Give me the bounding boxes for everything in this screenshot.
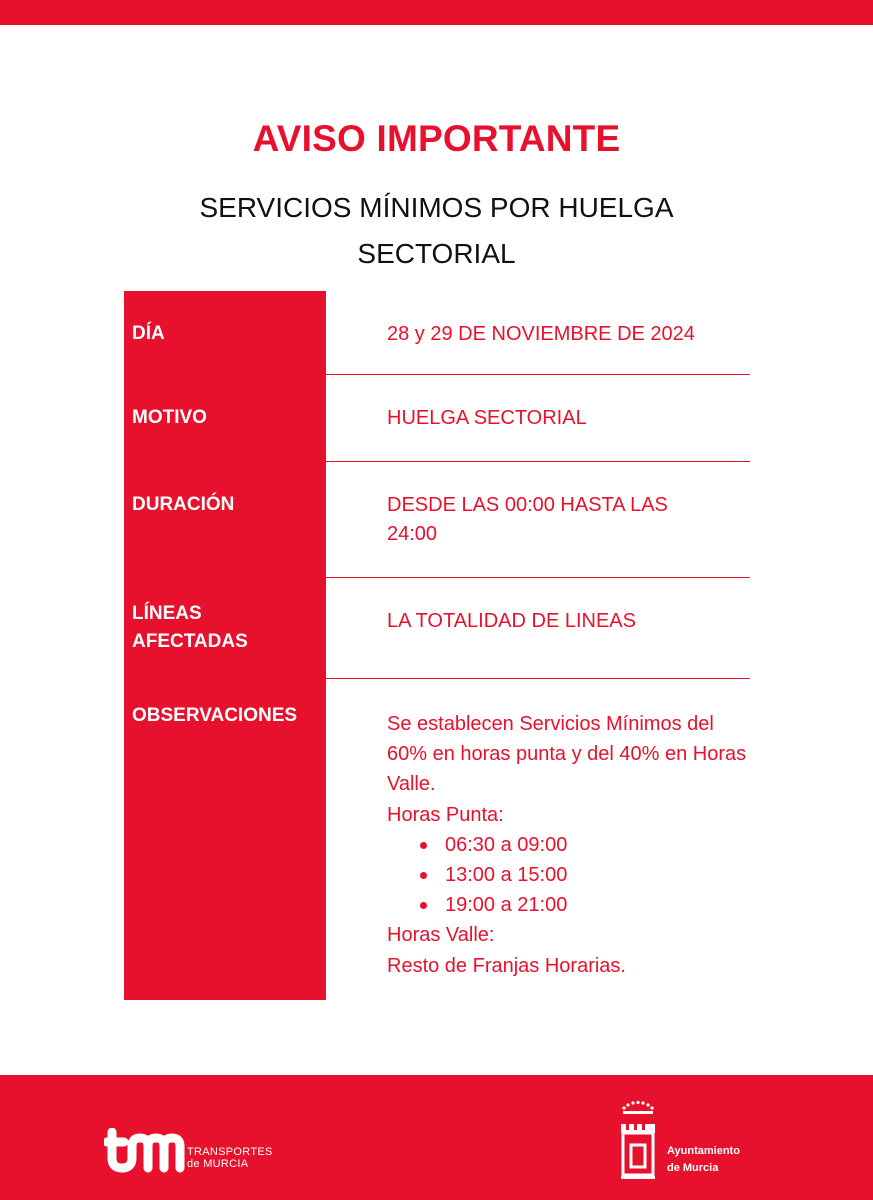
list-item: [387, 830, 747, 860]
ayto-line-1: Ayuntamiento: [667, 1145, 740, 1157]
peak-hours-heading: Horas Punta:: [387, 803, 504, 826]
row-divider: [326, 577, 750, 578]
page-subtitle: [0, 185, 873, 277]
row-divider: [326, 461, 750, 462]
city-hall-crest-icon: [618, 1100, 658, 1182]
tm-logo-text: [187, 1146, 273, 1170]
row-divider: [326, 678, 750, 679]
list-item: [387, 860, 747, 890]
valley-hours-text: Resto de Franjas Horarias.: [387, 954, 626, 977]
peak-hours-list: [387, 830, 747, 921]
peak-time: 13:00 a 15:00: [445, 864, 568, 887]
row-value-duracion: DESDE LAS 00:00 HASTA LAS 24:00: [387, 494, 668, 545]
list-item: [387, 890, 747, 920]
city-hall-logo-text: [667, 1143, 740, 1177]
top-accent-bar: [0, 0, 873, 25]
bullet-icon: [420, 842, 427, 849]
peak-time: 19:00 a 21:00: [445, 894, 568, 917]
subtitle-line-2: SECTORIAL: [357, 238, 516, 269]
page-title: AVISO IMPORTANTE: [252, 118, 621, 159]
tm-logo-icon: [104, 1128, 186, 1174]
observations-block: [387, 709, 747, 981]
ayto-line-2: de Murcia: [667, 1162, 719, 1174]
peak-time: 06:30 a 09:00: [445, 833, 568, 856]
subtitle-line-1: SERVICIOS MÍNIMOS POR HUELGA: [199, 192, 674, 223]
row-label-duracion: DURACIÓN: [132, 494, 235, 515]
row-value-motivo: HUELGA SECTORIAL: [387, 407, 587, 429]
row-divider: [326, 374, 750, 375]
row-value-dia: 28 y 29 DE NOVIEMBRE DE 2024: [387, 323, 695, 345]
row-value-lineas: LA TOTALIDAD DE LINEAS: [387, 610, 636, 632]
tm-line-1: TRANSPORTES: [187, 1146, 273, 1158]
observations-intro: Se establecen Servicios Mínimos del 60% en horas punta y del 40% en Horas Valle.: [387, 713, 747, 796]
row-label-observaciones: OBSERVACIONES: [132, 705, 298, 726]
tm-line-2: de MURCIA: [187, 1158, 249, 1170]
row-label-motivo: MOTIVO: [132, 407, 207, 428]
row-label-lineas: LÍNEAS AFECTADAS: [132, 603, 248, 652]
bullet-icon: [420, 902, 427, 909]
bullet-icon: [420, 872, 427, 879]
valley-hours-heading: Horas Valle:: [387, 924, 495, 947]
row-label-dia: DÍA: [132, 323, 165, 344]
